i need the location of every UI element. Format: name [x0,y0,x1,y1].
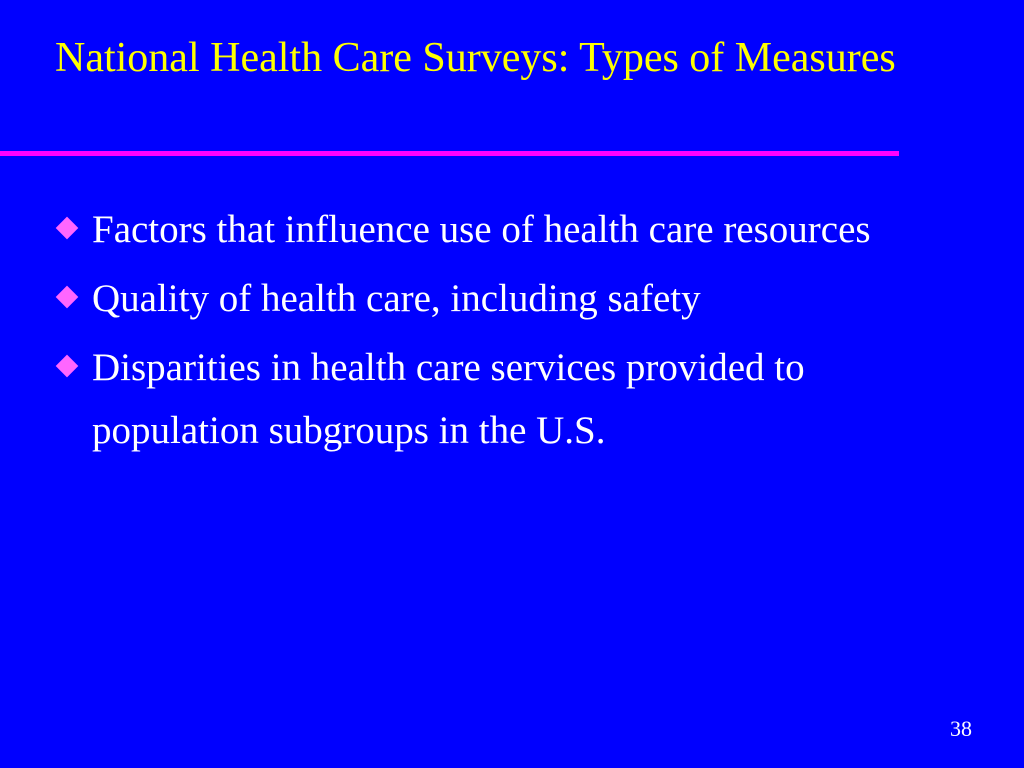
title-underline-rule [0,151,899,156]
diamond-bullet-icon [56,355,79,378]
diamond-bullet-icon [56,286,79,309]
bullet-text: Factors that influence use of health care resources [92,208,871,251]
slide-title: National Health Care Surveys: Types of Measures [55,35,896,81]
diamond-bullet-icon [56,217,79,240]
slide-page-number: 38 [950,716,972,741]
bullet-list [55,198,935,468]
bullet-text: Disparities in health care services provided to population subgroups in the U.S. [92,346,805,452]
bullet-item [55,267,935,330]
bullet-text: Quality of health care, including safety [92,277,701,320]
bullet-item [55,336,935,462]
bullet-item [55,198,935,261]
